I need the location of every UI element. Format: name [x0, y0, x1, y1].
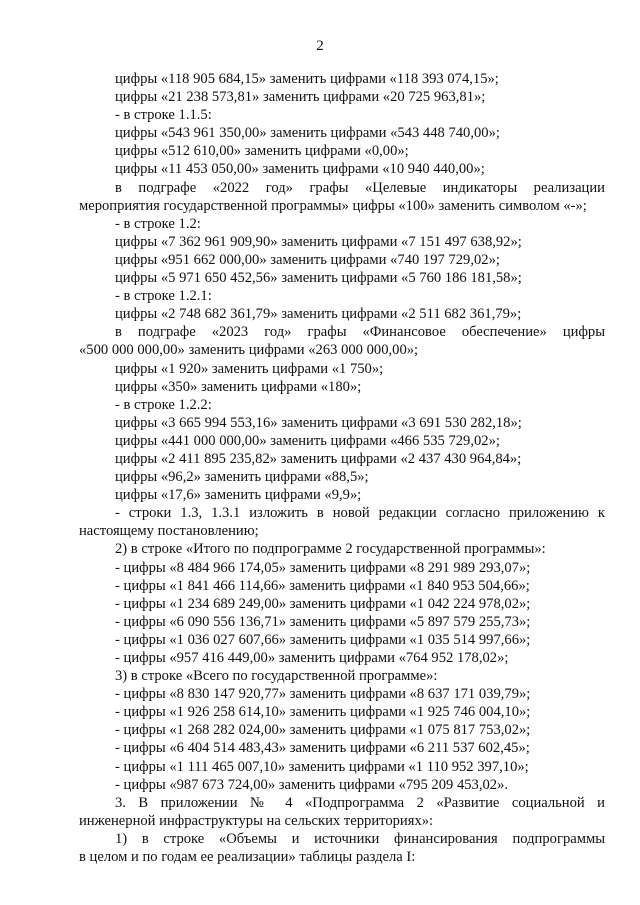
text-line: цифры «441 000 000,00» заменить цифрами «466 535 729,02»;	[115, 432, 500, 449]
text-line: - цифры «1 234 689 249,00» заменить цифрами «1 042 224 978,02»;	[115, 595, 531, 612]
text-line: - цифры «6 090 556 136,71» заменить цифрами «5 897 579 255,73»;	[115, 613, 531, 630]
text-line: цифры «951 662 000,00» заменить цифрами «740 197 729,02»;	[115, 251, 500, 268]
text-line: - цифры «987 673 724,00» заменить цифрами «795 209 453,02».	[115, 776, 509, 793]
text-line: цифры «2 748 682 361,79» заменить цифрами «2 511 682 361,79»;	[115, 306, 522, 323]
text-line: мероприятия государственной программы» цифры «100» заменить символом «-»;	[79, 197, 587, 214]
text-line: цифры «21 238 573,81» заменить цифрами «20 725 963,81»;	[115, 89, 486, 106]
text-line: 1) в строке «Объемы и источники финансирования подпрограммы	[115, 830, 605, 847]
text-line: - цифры «1 111 465 007,10» заменить цифрами «1 110 952 397,10»;	[115, 758, 529, 775]
text-line: - в строке 1.1.5:	[115, 107, 212, 124]
text-line: цифры «118 905 684,15» заменить цифрами «118 393 074,15»;	[115, 71, 499, 87]
text-line: настоящему постановлению;	[79, 523, 259, 540]
text-line: - цифры «957 416 449,00» заменить цифрами «764 952 178,02»;	[115, 650, 509, 666]
text-line: - в строке 1.2:	[115, 215, 201, 232]
text-line: «500 000 000,00» заменить цифрами «263 000 000,00»;	[79, 342, 419, 359]
text-line: - цифры «8 830 147 920,77» заменить цифрами «8 637 171 039,79»;	[115, 686, 531, 703]
text-line: цифры «96,2» заменить цифрами «88,5»;	[115, 469, 369, 486]
text-line: - цифры «6 404 514 483,43» заменить цифрами «6 211 537 602,45»;	[115, 740, 530, 757]
text-line: цифры «2 411 895 235,82» заменить цифрами «2 437 430 964,84»;	[115, 450, 522, 467]
text-line: - цифры «1 268 282 024,00» заменить цифрами «1 075 817 753,02»;	[115, 722, 531, 739]
text-line: инженерной инфраструктуры на сельских территориях»:	[79, 812, 434, 829]
document-body	[79, 70, 605, 866]
text-line: в подграфе «2023 год» графы «Финансовое обеспечение» цифры	[115, 324, 605, 341]
text-line: 3) в строке «Всего по государственной программе»:	[115, 668, 438, 685]
text-line: - цифры «1 036 027 607,66» заменить цифрами «1 035 514 997,66»;	[115, 631, 531, 648]
text-line: в целом и по годам ее реализации» таблицы раздела I:	[79, 849, 416, 866]
text-line: цифры «1 920» заменить цифрами «1 750»;	[115, 360, 384, 377]
text-line: - в строке 1.2.2:	[115, 396, 212, 413]
page-number: 2	[316, 38, 324, 54]
text-line: 2) в строке «Итого по подпрограмме 2 государственной программы»:	[115, 541, 546, 558]
text-line: цифры «7 362 961 909,90» заменить цифрами «7 151 497 638,92»;	[115, 233, 522, 250]
text-line: - в строке 1.2.1:	[115, 288, 212, 305]
text-line: в подграфе «2022 год» графы «Целевые индикаторы реализации	[115, 179, 605, 196]
text-line: - строки 1.3, 1.3.1 изложить в новой редакции согласно приложению к	[115, 505, 605, 522]
text-line: цифры «11 453 050,00» заменить цифрами «10 940 440,00»;	[115, 161, 485, 178]
text-line: цифры «5 971 650 452,56» заменить цифрами «5 760 186 181,58»;	[115, 270, 522, 287]
text-line: цифры «3 665 994 553,16» заменить цифрами «3 691 530 282,18»;	[115, 414, 522, 431]
text-line: цифры «543 961 350,00» заменить цифрами «543 448 740,00»;	[115, 125, 500, 142]
text-line: цифры «17,6» заменить цифрами «9,9»;	[115, 487, 362, 504]
text-line: - цифры «1 926 258 614,10» заменить цифрами «1 925 746 004,10»;	[115, 704, 531, 721]
text-line: цифры «350» заменить цифрами «180»;	[115, 378, 362, 395]
text-line: 3. В приложении № 4 «Подпрограмма 2 «Развитие социальной и	[115, 794, 605, 811]
text-line: - цифры «8 484 966 174,05» заменить цифрами «8 291 989 293,07»;	[115, 559, 531, 576]
text-line: - цифры «1 841 466 114,66» заменить цифрами «1 840 953 504,66»;	[115, 577, 530, 594]
text-line: цифры «512 610,00» заменить цифрами «0,00»;	[115, 143, 409, 160]
